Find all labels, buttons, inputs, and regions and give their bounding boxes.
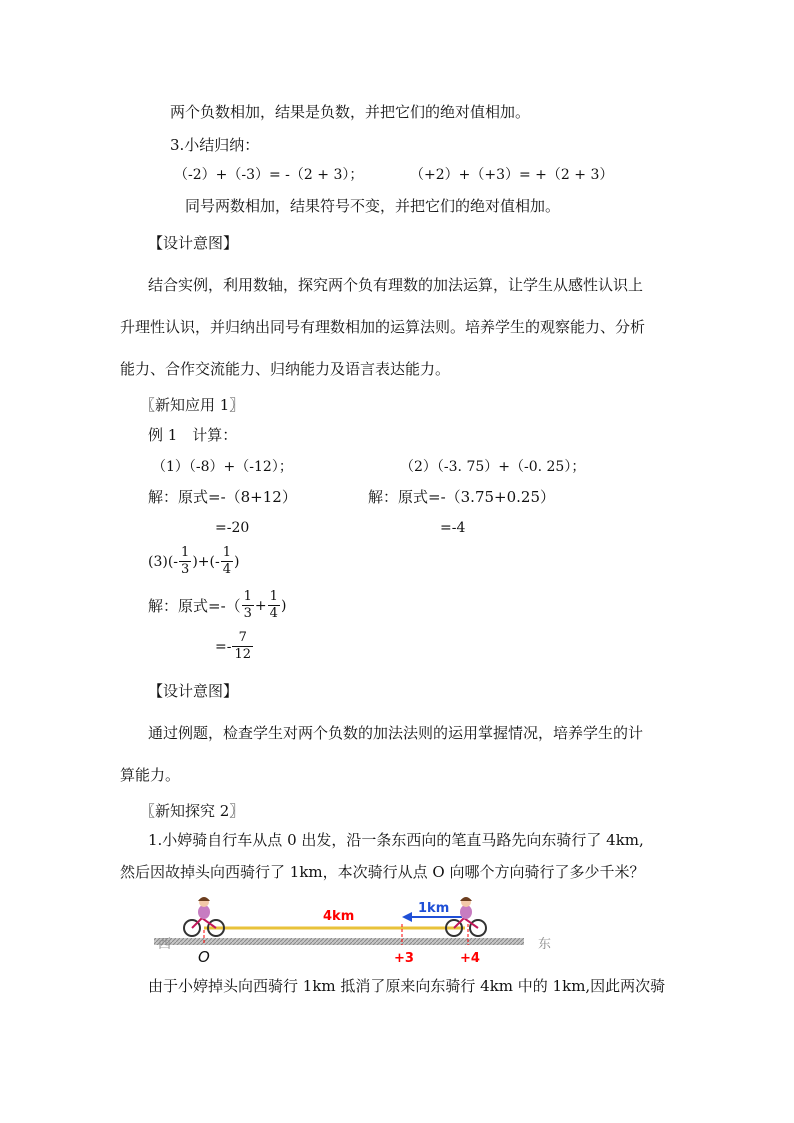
label-4km: 4km — [323, 909, 355, 924]
solution-result: =-20 — [215, 520, 250, 536]
paragraph-line: 然后因故掉头向西骑行了 1km，本次骑行从点 O 向哪个方向骑行了多少千米？ — [120, 863, 645, 881]
paragraph-line: 能力、合作交流能力、归纳能力及语言表达能力。 — [120, 360, 451, 378]
paragraph-line: 通过例题，检查学生对两个负数的加法法则的运用掌握情况，培养学生的计 — [148, 724, 644, 742]
expr-mid: )+(- — [192, 553, 220, 570]
label-east: 东 — [538, 937, 552, 952]
paragraph-line: 结合实例，利用数轴，探究两个负有理数的加法运算，让学生从感性认识上 — [148, 276, 644, 294]
section-heading: 【设计意图】 — [148, 682, 239, 700]
paragraph-line: 升理性认识，并归纳出同号有理数相加的运算法则。培养学生的观察能力、分析 — [120, 318, 646, 336]
expr-end: ) — [233, 553, 240, 570]
fraction: $\frac{1}{3}$ — [181, 545, 190, 577]
section-heading: 〖新知应用 1〗 — [140, 396, 245, 414]
number-line-figure — [140, 890, 560, 970]
left-arrow-icon — [402, 912, 412, 922]
equation: （1）（-8）+（-12）； — [152, 459, 293, 475]
solution-line: 解：原式=-（3.75+0.25） — [368, 488, 556, 506]
section-heading: 〖新知探究 2〗 — [140, 802, 245, 820]
fraction: $\frac{1}{4}$ — [222, 545, 231, 577]
expr-prefix: (3)(- — [148, 553, 179, 570]
label-origin: O — [198, 948, 210, 966]
fraction: $\frac{7}{12}$ — [234, 630, 252, 662]
label-plus4: +4 — [460, 951, 480, 966]
result-prefix: =- — [215, 638, 232, 655]
text-line: 3.小结归纳： — [170, 136, 260, 154]
fraction: $\frac{1}{3}$ — [243, 589, 252, 621]
solution-prefix: 解：原式=-（ — [148, 597, 241, 615]
math-expression — [148, 545, 239, 578]
text-line: 两个负数相加，结果是负数，并把它们的绝对值相加。 — [170, 103, 531, 121]
section-heading: 【设计意图】 — [148, 234, 239, 252]
solution-result: =-4 — [440, 520, 466, 536]
label-plus3: +3 — [394, 951, 414, 966]
label-1km: 1km — [418, 901, 450, 916]
paragraph-line: 算能力。 — [120, 766, 181, 784]
example-title: 例 1 计算： — [148, 426, 238, 444]
text-line: 同号两数相加，结果符号不变，并把它们的绝对值相加。 — [185, 197, 561, 215]
paragraph-line: 1.小婷骑自行车从点 0 出发，沿一条东西向的笔直马路先向东骑行了 4km, — [148, 831, 644, 849]
math-expression — [148, 589, 286, 622]
paragraph-line: 由于小婷掉头向西骑行 1km 抵消了原来向东骑行 4km 中的 1km,因此两次骑 — [148, 977, 666, 995]
math-expression — [215, 630, 254, 663]
solution-line: 解：原式=-（8+12） — [148, 488, 297, 506]
fraction: $\frac{1}{4}$ — [269, 589, 278, 621]
label-west: 西 — [158, 937, 172, 952]
expr-end: ) — [280, 597, 287, 614]
plus-sign: + — [254, 597, 267, 614]
equation: （2）（-3. 75）+（-0. 25）； — [400, 459, 586, 475]
equation: （-2）+（-3）= -（2 + 3）； — [174, 167, 364, 183]
equation: （+2）+（+3）= +（2 + 3） — [410, 167, 614, 183]
